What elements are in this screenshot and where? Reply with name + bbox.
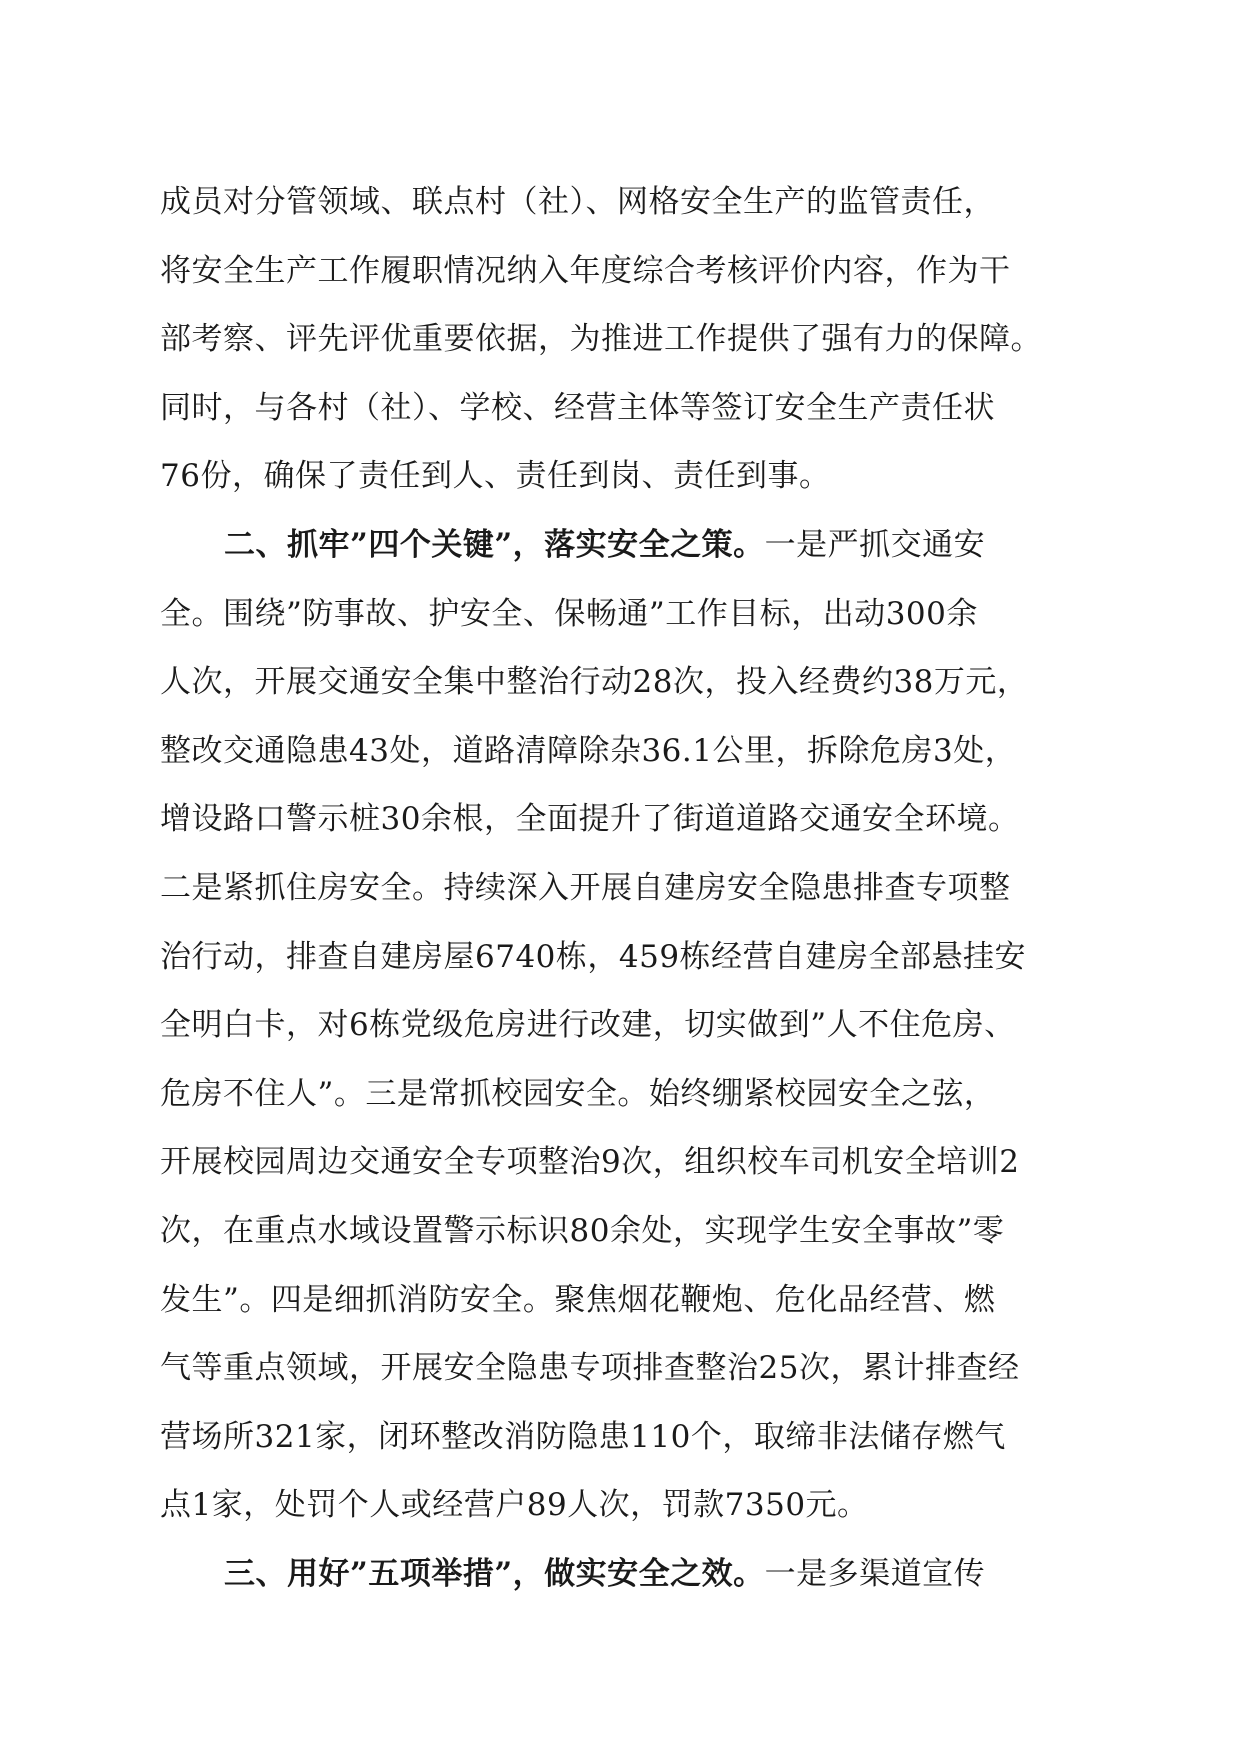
paragraph2-heading: 二、抓牢”四个关键”，落实安全之策。 bbox=[224, 526, 765, 563]
paragraph2-line-11: 次，在重点水域设置警示标识80余处，实现学生安全事故”零 bbox=[160, 1212, 1005, 1249]
paragraph2-line-13: 气等重点领域，开展安全隐患专项排查整治25次，累计排查经 bbox=[160, 1350, 1020, 1387]
paragraph2-line-12: 发生”。四是细抓消防安全。聚焦烟花鞭炮、危化品经营、燃 bbox=[160, 1281, 996, 1318]
document-body bbox=[160, 168, 1100, 1608]
paragraph2-line-5: 增设路口警示桩30余根，全面提升了街道道路交通安全环境。 bbox=[160, 801, 1020, 838]
paragraph2-first-line-rest: 一是严抓交通安 bbox=[764, 526, 986, 563]
paragraph2-line-6: 二是紧抓住房安全。持续深入开展自建房安全隐患排查专项整 bbox=[160, 869, 1011, 906]
paragraph2-line-2: 全。围绕”防事故、护安全、保畅通”工作目标，出动300余 bbox=[160, 595, 978, 632]
paragraph2-line-7: 治行动，排查自建房屋6740栋，459栋经营自建房全部悬挂安 bbox=[160, 938, 1027, 975]
paragraph1-line-2: 将安全生产工作履职情况纳入年度综合考核评价内容，作为干 bbox=[160, 252, 1011, 289]
paragraph2-line-3: 人次，开展交通安全集中整治行动28次，投入经费约38万元， bbox=[160, 664, 1029, 701]
paragraph2-line-10: 开展校园周边交通安全专项整治9次，组织校车司机安全培训2 bbox=[160, 1144, 1020, 1181]
paragraph2-line-8: 全明白卡，对6栋党级危房进行改建，切实做到”人不住危房、 bbox=[160, 1007, 1016, 1044]
paragraph1-line-4: 同时，与各村（社）、学校、经营主体等签订安全生产责任状 bbox=[160, 389, 995, 426]
paragraph3-first-line bbox=[160, 1540, 1100, 1609]
paragraph3-first-line-rest: 一是多渠道宣传 bbox=[764, 1555, 986, 1592]
paragraph2-line-15: 点1家，处罚个人或经营户89人次，罚款7350元。 bbox=[160, 1487, 869, 1524]
paragraph1-line-1: 成员对分管领域、联点村（社）、网格安全生产的监管责任， bbox=[160, 184, 995, 220]
paragraph2-line-4: 整改交通隐患43处，道路清障除杂36.1公里，拆除危房3处， bbox=[160, 732, 1017, 769]
paragraph1-line-3: 部考察、评先评优重要依据，为推进工作提供了强有力的保障。 bbox=[160, 321, 1042, 358]
paragraph2-line-14: 营场所321家，闭环整改消防隐患110个，取缔非法储存燃气 bbox=[160, 1418, 1006, 1455]
paragraph2-line-9: 危房不住人”。三是常抓校园安全。始终绷紧校园安全之弦， bbox=[160, 1075, 996, 1112]
paragraph3-heading: 三、用好”五项举措”，做实安全之效。 bbox=[224, 1555, 765, 1592]
paragraph2-first-line bbox=[160, 511, 1100, 580]
paragraph1-line-5: 76份，确保了责任到人、责任到岗、责任到事。 bbox=[160, 458, 831, 495]
